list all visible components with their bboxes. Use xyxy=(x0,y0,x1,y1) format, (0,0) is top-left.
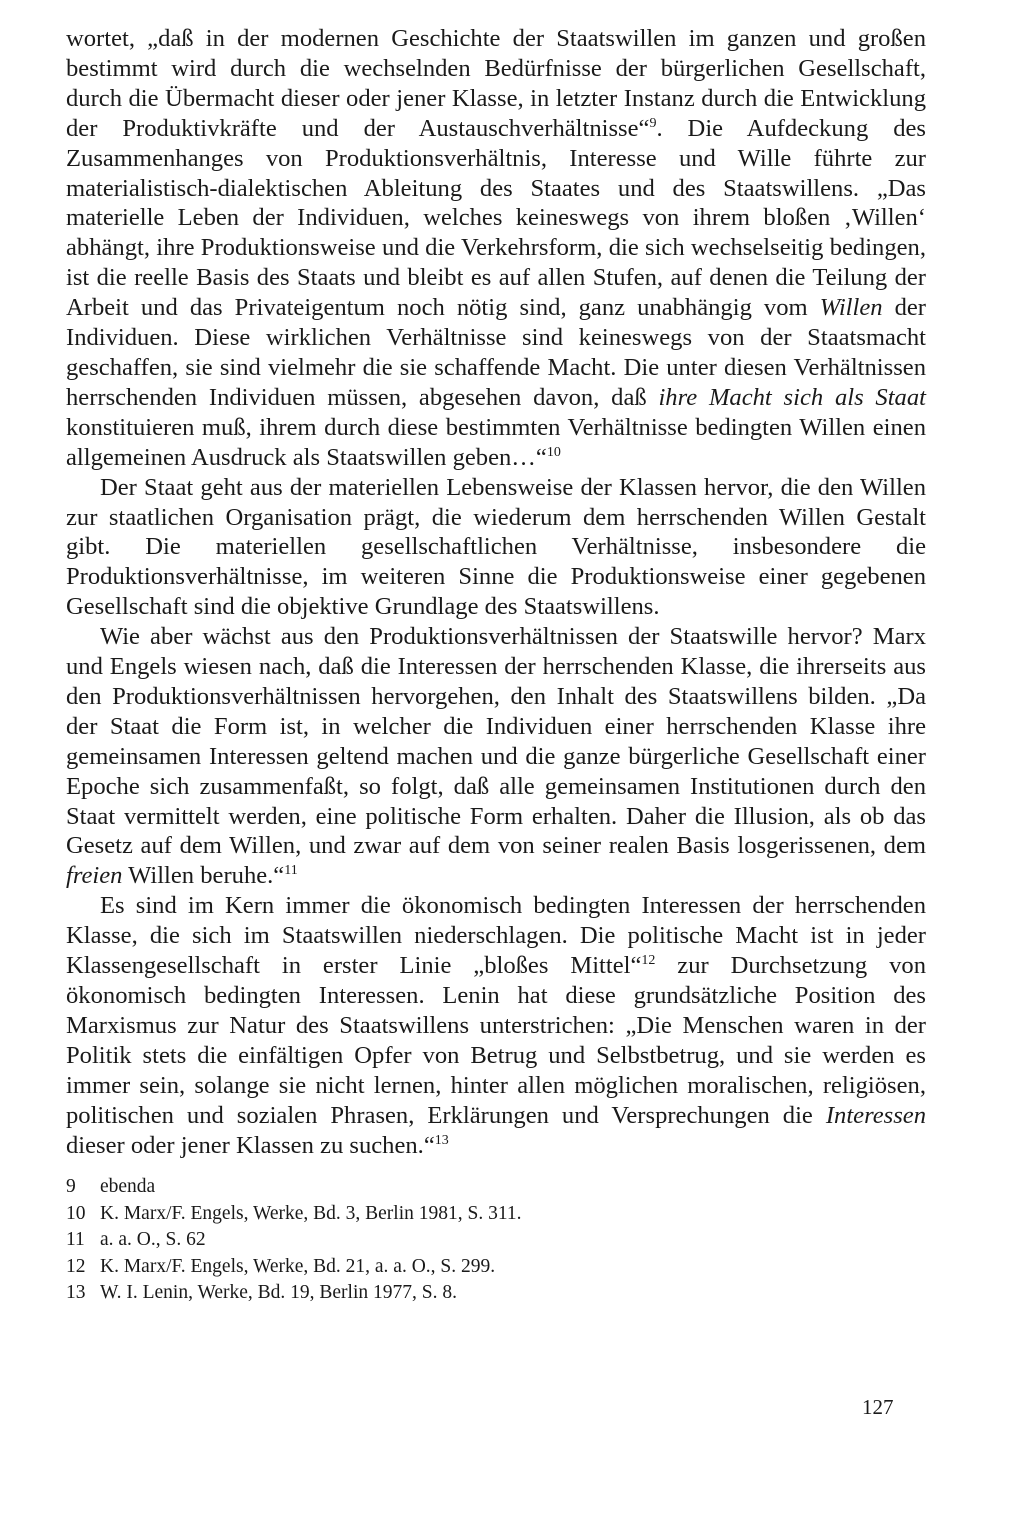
emphasis-text: Willen xyxy=(819,294,883,322)
footnote xyxy=(66,1201,926,1228)
paragraph-text: . Die Aufdeckung des Zusammenhanges von Produktionsverhältnis, Interesse und Wille führte zur materialistisch-dialektischen Ableitung des Staates und des Staatswillens. „Das materielle Leben der Individuen, welches keineswegs von ihrem bloßen ‚Willen‘ abhängt, ihre Produktionsweise und die Verkehrsform, die sich wechselseitig bedingen, ist die reelle Basis des Staats und bleibt es auf allen Stufen, auf denen die Teilung der Arbeit und das Privateigentum noch nötig sind, ganz unabhängig vom xyxy=(66,114,927,322)
footnote-ref: 11 xyxy=(284,863,298,879)
emphasis-text: freien xyxy=(66,862,123,890)
paragraph-text: der Individuen. Diese wirklichen Verhältnisse sind keineswegs von der Staatsmacht geschaffen, sie sind vielmehr die sie schaffende Macht. Die unter diesen Verhältnissen herrschenden Individuen müssen, abgesehen davon, daß xyxy=(66,294,926,411)
footnote xyxy=(66,1227,926,1254)
footnote-number: 13 xyxy=(66,1282,86,1304)
footnote xyxy=(66,1280,926,1307)
footnote-number: 12 xyxy=(66,1255,86,1277)
footnote-text: K. Marx/F. Engels, Werke, Bd. 21, a. a. O., S. 299. xyxy=(100,1255,496,1277)
paragraph-text: Es sind im Kern immer die ökonomisch bedingten Interessen der herrschenden Klasse, die sich im Staatswillen niederschlagen. Die politische Macht ist in jeder Klassengesellschaft in erster Linie „bloßes Mittel“ xyxy=(66,892,926,980)
footnotes xyxy=(66,1174,926,1307)
paragraph-text: zur Durchsetzung von ökonomisch bedingten Interessen. Lenin hat diese grundsätzliche Position des Marxismus zur Natur des Staatswillens unterstrichen: „Die Menschen waren in der Politik stets die einfältigen Opfer von Betrug und Selbstbetrug, und sie werden es immer sein, solange sie nicht lernen, hinter allen möglichen moralischen, religiösen, politischen und sozialen Phrasen, Erklärungen und Versprechungen die xyxy=(66,952,926,1129)
footnote-number: 10 xyxy=(66,1202,86,1224)
paragraph-text: Der Staat geht aus der materiellen Lebensweise der Klassen hervor, die den Willen zur staatlichen Organisation prägt, die wiederum dem herrschenden Willen Gestalt gibt. Die materiellen gesellschaftlichen Verhältnisse, insbesondere die Produktionsverhältnisse, im weiteren Sinne die Produktionsweise einer gegebenen Gesellschaft sind die objektive Grundlage des Staatswillens. xyxy=(66,473,926,621)
paragraph-text: konstituieren muß, ihrem durch diese bestimmten Verhältnisse bedingten Willen einen allgemeinen Ausdruck als Staatswillen geben…“ xyxy=(66,413,926,471)
footnote-text: a. a. O., S. 62 xyxy=(100,1229,206,1251)
page-content xyxy=(66,24,926,1307)
paragraph-text: Willen beruhe.“ xyxy=(122,862,285,890)
footnote xyxy=(66,1254,926,1281)
footnote-ref: 12 xyxy=(641,953,656,969)
paragraph xyxy=(66,622,926,891)
paragraph-text: Wie aber wächst aus den Produktionsverhältnissen der Staatswille hervor? Marx und Engels wiesen nach, daß die Interessen der herrschenden Klasse, die ihrerseits aus den Produktionsverhältnissen hervorgehen, den Inhalt des Staatswillens bilden. „Da der Staat die Form ist, in welcher die Individuen einer herrschenden Klasse ihre gemeinsamen Interessen geltend machen und die ganze bürgerliche Gesellschaft einer Epoche sich zusammenfaßt, so folgt, daß alle gemeinsamen Institutionen durch den Staat vermittelt werden, eine politische Form erhalten. Daher die Illusion, als ob das Gesetz auf dem Willen, und zwar auf dem von seiner realen Basis losgerissenen, dem xyxy=(66,623,926,860)
paragraph xyxy=(66,891,926,1160)
footnote-text: ebenda xyxy=(100,1176,156,1198)
emphasis-text: ihre Macht sich als Staat xyxy=(658,383,926,411)
footnote-text: W. I. Lenin, Werke, Bd. 19, Berlin 1977, S. 8. xyxy=(100,1282,457,1304)
paragraph-text: dieser oder jener Klassen zu suchen.“ xyxy=(66,1131,435,1159)
footnote-text: K. Marx/F. Engels, Werke, Bd. 3, Berlin 1981, S. 311. xyxy=(100,1202,522,1224)
footnote-ref: 9 xyxy=(649,115,657,131)
page-number: 127 xyxy=(862,1395,894,1419)
paragraph-text: wortet, „daß in der modernen Geschichte der Staatswillen im ganzen und großen bestimmt wird durch die wechselnden Bedürfnisse der bürgerlichen Gesellschaft, durch die Übermacht dieser oder jener Klasse, in letzter Instanz durch die Entwicklung der Produktivkräfte und der Austauschverhältnisse“ xyxy=(66,25,926,142)
footnote-ref: 13 xyxy=(434,1132,449,1148)
emphasis-text: Interessen xyxy=(825,1101,926,1129)
body-text xyxy=(66,24,926,1160)
footnote xyxy=(66,1174,926,1201)
footnote-number: 9 xyxy=(66,1176,76,1198)
footnote-ref: 10 xyxy=(546,444,561,460)
paragraph xyxy=(66,473,926,623)
footnote-number: 11 xyxy=(66,1229,85,1251)
paragraph xyxy=(66,24,926,473)
